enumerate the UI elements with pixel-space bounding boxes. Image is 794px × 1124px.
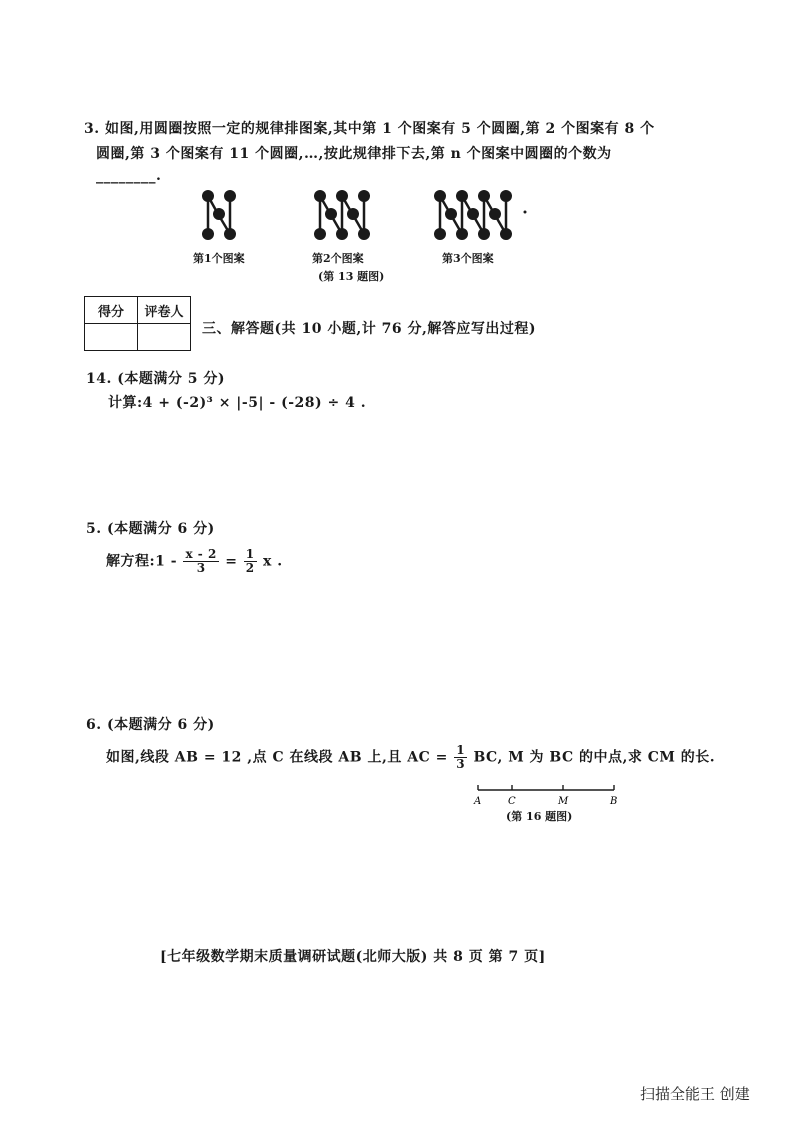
q14-header: 14. (本题满分 5 分): [86, 371, 225, 387]
section3-title: 三、解答题(共 10 小题,计 76 分,解答应写出过程): [202, 321, 536, 337]
circle: [500, 228, 512, 240]
circle: [213, 208, 225, 220]
label-c: C: [508, 796, 516, 807]
q16-fraction: [454, 744, 467, 771]
pattern-2: [314, 190, 370, 240]
q13-answer-blank: ________.: [96, 168, 162, 184]
pattern-label-3: 第3个图案: [442, 252, 494, 265]
q16-frac-num: 1: [456, 743, 466, 757]
circle: [489, 208, 501, 220]
q13-line1: 3. 如图,用圆圈按照一定的规律排图案,其中第 1 个图案有 5 个圆圈,第 2 个图案有 8 个: [84, 121, 655, 137]
q15-frac2-den: 2: [245, 561, 255, 575]
q15-frac1-num: x - 2: [185, 547, 217, 561]
stray-dot: [524, 211, 527, 214]
q15-prompt: [106, 548, 283, 575]
q15-frac1-den: 3: [196, 561, 206, 575]
q13-figure: [190, 186, 550, 246]
grader-header: 评卷人: [138, 297, 191, 324]
q15-suffix: x .: [263, 553, 283, 570]
circle: [478, 228, 490, 240]
q16-prompt-prefix: 如图,线段 AB = 12 ,点 C 在线段 AB 上,且 AC =: [106, 749, 448, 766]
circle: [314, 228, 326, 240]
q14-prompt: 计算:4 + (-2)³ × |-5| - (-28) ÷ 4 .: [108, 395, 367, 411]
q15-fraction-1: [183, 548, 218, 575]
circle: [467, 208, 479, 220]
circle: [434, 228, 446, 240]
pattern-label-1: 第1个图案: [193, 252, 245, 265]
q15-frac2-num: 1: [245, 547, 255, 561]
q15-header: 5. (本题满分 6 分): [86, 521, 215, 537]
q15-fraction-2: [244, 548, 257, 575]
q16-header: 6. (本题满分 6 分): [86, 717, 215, 733]
circle: [314, 190, 326, 202]
grader-cell[interactable]: [138, 324, 191, 351]
circle: [336, 190, 348, 202]
circle: [358, 228, 370, 240]
q16-segment-figure: [472, 780, 622, 810]
circle: [336, 228, 348, 240]
q16-frac-den: 3: [456, 757, 466, 771]
circle: [456, 228, 468, 240]
circle: [500, 190, 512, 202]
page-footer: [七年级数学期末质量调研试题(北师大版) 共 8 页 第 7 页]: [160, 949, 546, 965]
circle: [478, 190, 490, 202]
q13-line2: 圆圈,第 3 个图案有 11 个圆圈,…,按此规律排下去,第 n 个图案中圆圈的个数为: [96, 146, 612, 162]
circle: [202, 228, 214, 240]
q15-equals: =: [225, 553, 238, 570]
q16-prompt: [106, 744, 715, 771]
q13-figure-caption: (第 13 题图): [318, 270, 385, 283]
pattern-1: [202, 190, 236, 240]
circle: [347, 208, 359, 220]
pattern-3: [434, 190, 512, 240]
circle: [456, 190, 468, 202]
q16-figure-caption: (第 16 题图): [506, 810, 573, 823]
circle: [224, 190, 236, 202]
circle: [434, 190, 446, 202]
label-m: M: [558, 796, 569, 807]
circle: [358, 190, 370, 202]
label-a: A: [474, 796, 482, 807]
score-cell[interactable]: [85, 324, 138, 351]
circle: [224, 228, 236, 240]
score-header: 得分: [85, 297, 138, 324]
q16-prompt-suffix: BC, M 为 BC 的中点,求 CM 的长.: [473, 749, 716, 766]
pattern-label-2: 第2个图案: [312, 252, 364, 265]
q15-prompt-prefix: 解方程:1 -: [106, 553, 178, 570]
circle: [202, 190, 214, 202]
circle: [325, 208, 337, 220]
score-table: [84, 296, 191, 351]
scanner-watermark: 扫描全能王 创建: [640, 1085, 750, 1103]
circle: [445, 208, 457, 220]
label-b: B: [610, 796, 618, 807]
